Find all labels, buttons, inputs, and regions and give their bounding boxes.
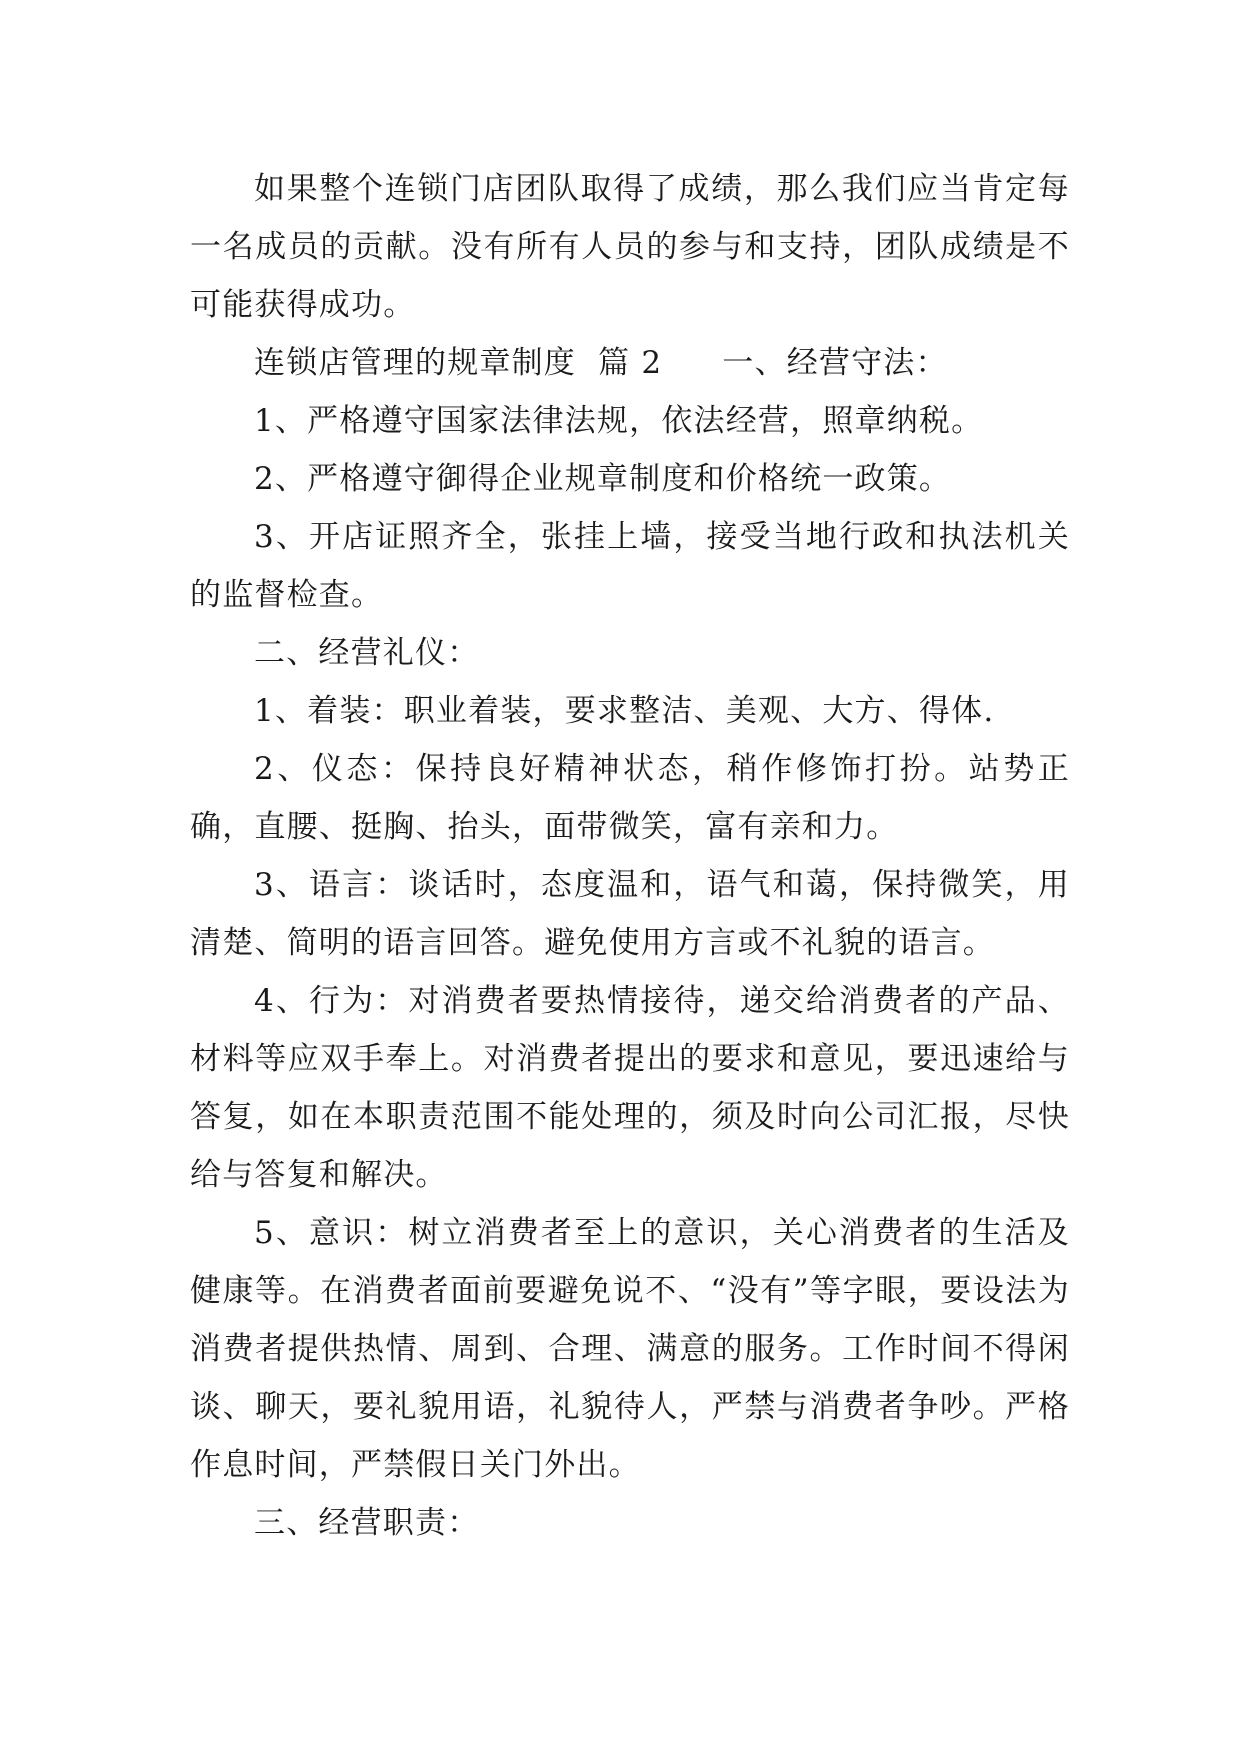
section-title-line [190, 334, 1070, 392]
document-body [190, 160, 1070, 1552]
subheading: 二、经营礼仪： [254, 635, 480, 671]
item-paragraph: 3、开店证照齐全，张挂上墙，接受当地行政和执法机关的监督检查。 [190, 519, 1070, 613]
item-paragraph: 4、行为：对消费者要热情接待，递交给消费者的产品、材料等应双手奉上。对消费者提出的要求和意见，要迅速给与答复，如在本职责范围不能处理的，须及时向公司汇报，尽快给与答复和解决。 [190, 983, 1070, 1193]
section-first-heading: 一、经营守法： [722, 345, 948, 381]
item-paragraph: 1、严格遵守国家法律法规，依法经营，照章纳税。 [254, 403, 984, 439]
section-number: 篇 2 [598, 345, 663, 381]
item-paragraph: 5、意识：树立消费者至上的意识，关心消费者的生活及健康等。在消费者面前要避免说不、“没有”等字眼，要设法为消费者提供热情、周到、合理、满意的服务。工作时间不得闲谈、聊天，要礼貌用语，礼貌待人，严禁与消费者争吵。严格作息时间，严禁假日关门外出。 [190, 1215, 1070, 1483]
intro-paragraph: 如果整个连锁门店团队取得了成绩，那么我们应当肯定每一名成员的贡献。没有所有人员的参与和支持，团队成绩是不可能获得成功。 [190, 171, 1070, 323]
subheading: 三、经营职责： [254, 1505, 480, 1541]
section-title: 连锁店管理的规章制度 [254, 345, 576, 381]
item-paragraph: 2、严格遵守御得企业规章制度和价格统一政策。 [254, 461, 952, 497]
item-paragraph: 3、语言：谈话时，态度温和，语气和蔼，保持微笑，用清楚、简明的语言回答。避免使用方言或不礼貌的语言。 [190, 867, 1070, 961]
item-paragraph: 2、仪态：保持良好精神状态，稍作修饰打扮。站势正确，直腰、挺胸、抬头，面带微笑，富有亲和力。 [190, 751, 1070, 845]
item-paragraph: 1、着装：职业着装，要求整洁、美观、大方、得体. [254, 693, 995, 729]
